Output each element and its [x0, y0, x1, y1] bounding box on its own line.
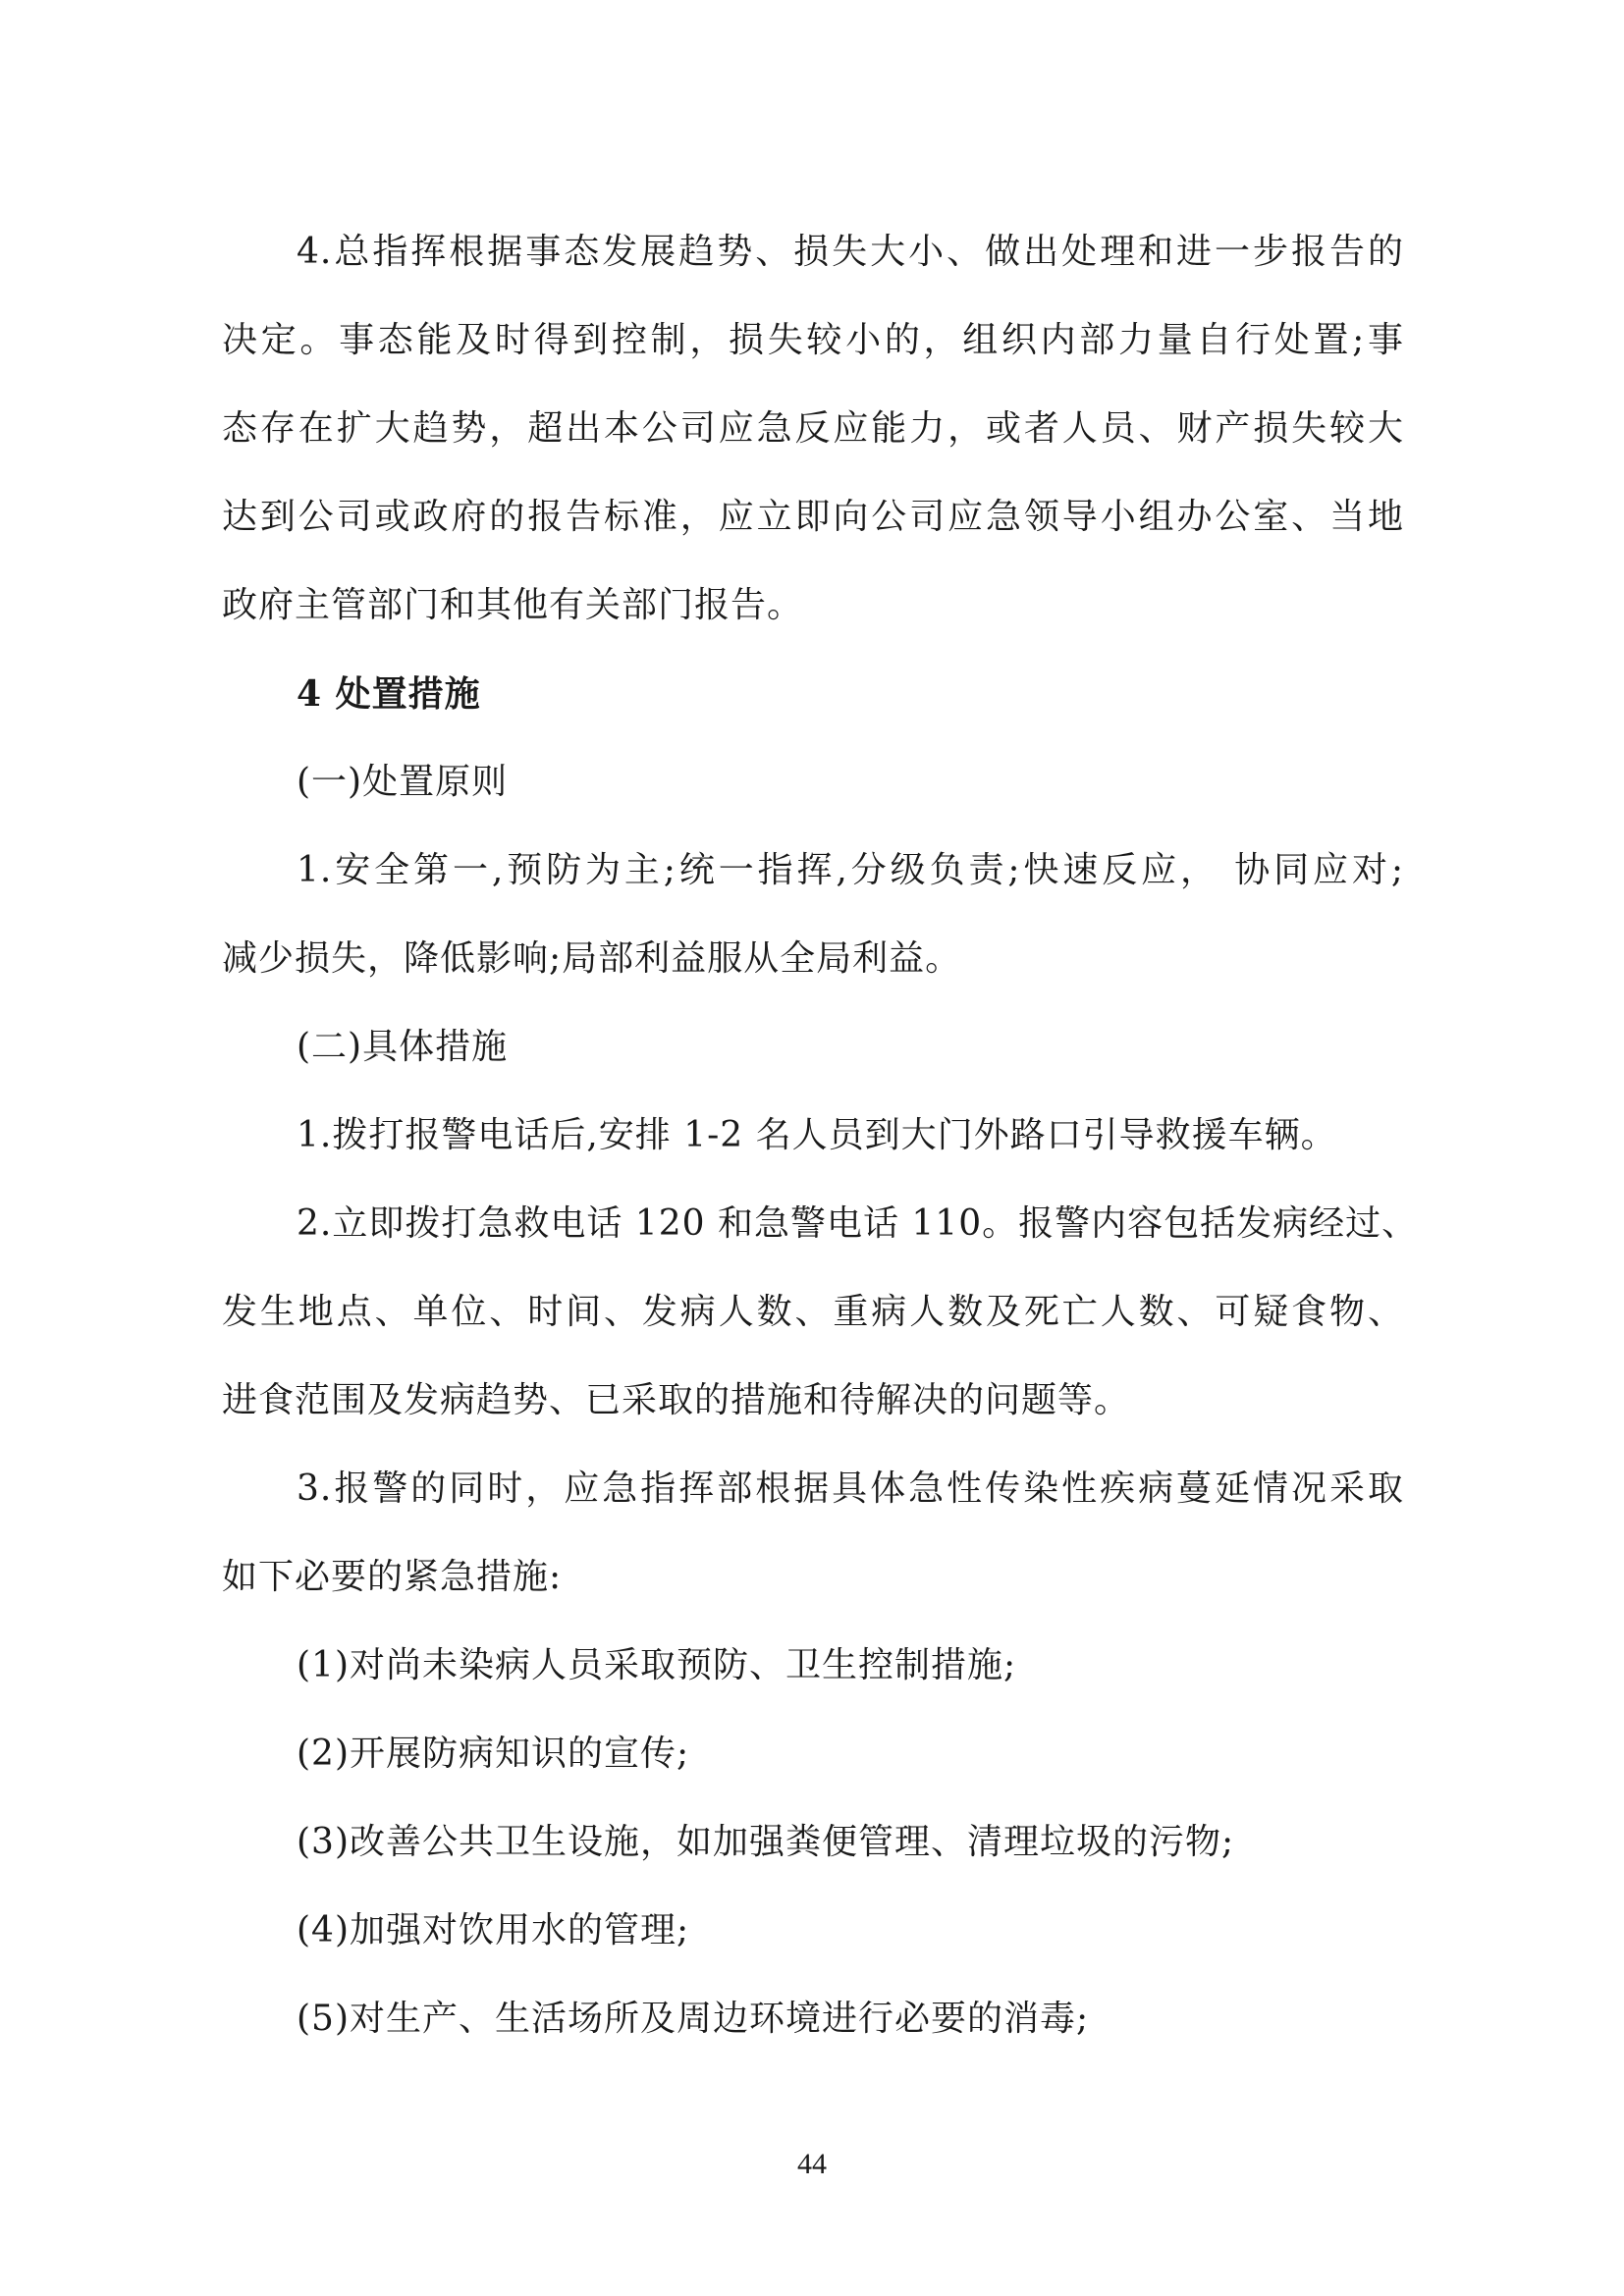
text-line: 进食范围及发病趋势、已采取的措施和待解决的问题等。	[222, 1380, 1131, 1420]
text-line: 减少损失，降低影响;局部利益服从全局利益。	[222, 938, 962, 979]
page-number: 44	[797, 2148, 827, 2180]
subheading-text: (一)处置原则	[297, 762, 509, 802]
text-line: 达到公司或政府的报告标准，应立即向公司应急领导小组办公室、当地	[222, 497, 1404, 537]
subheading-measures	[222, 1003, 1404, 1092]
section-heading	[222, 650, 1404, 738]
text-line: 如下必要的紧急措施:	[222, 1557, 563, 1597]
list-item-text: (1)对尚未染病人员采取预防、卫生控制措施;	[297, 1645, 1017, 1685]
subheading-text: (二)具体措施	[297, 1027, 509, 1067]
page-body	[222, 208, 1419, 2063]
list-item-text: (4)加强对饮用水的管理;	[297, 1910, 690, 1950]
text-line: 1.拨打报警电话后,安排 1-2 名人员到大门外路口引导救援车辆。	[297, 1115, 1337, 1155]
list-item-4	[222, 1887, 1404, 1975]
paragraph-principle-1	[222, 827, 1404, 1003]
list-item-2	[222, 1710, 1404, 1798]
paragraph-decision	[222, 208, 1404, 650]
text-line: 决定。事态能及时得到控制，损失较小的，组织内部力量自行处置;事	[222, 320, 1404, 360]
subheading-principles	[222, 738, 1404, 827]
list-item-text: (2)开展防病知识的宣传;	[297, 1734, 690, 1774]
text-line: 政府主管部门和其他有关部门报告。	[222, 585, 804, 625]
text-line: 3.报警的同时，应急指挥部根据具体急性传染性疾病蔓延情况采取	[297, 1468, 1404, 1509]
text-line: 态存在扩大趋势，超出本公司应急反应能力，或者人员、财产损失较大	[222, 408, 1404, 449]
paragraph-measure-1	[222, 1092, 1404, 1180]
heading-text: 4 处置措施	[297, 673, 481, 715]
list-item-3	[222, 1798, 1404, 1887]
text-line: 发生地点、单位、时间、发病人数、重病人数及死亡人数、可疑食物、	[222, 1292, 1404, 1332]
text-line: 4.总指挥根据事态发展趋势、损失大小、做出处理和进一步报告的	[297, 232, 1404, 272]
list-item-text: (3)改善公共卫生设施，如加强粪便管理、清理垃圾的污物;	[297, 1822, 1235, 1862]
list-item-1	[222, 1622, 1404, 1710]
list-item-5	[222, 1975, 1404, 2063]
paragraph-measure-2	[222, 1180, 1419, 1445]
text-line: 2.立即拨打急救电话 120 和急警电话 110。报警内容包括发病经过、	[297, 1203, 1419, 1244]
paragraph-measure-3	[222, 1445, 1404, 1622]
list-item-text: (5)对生产、生活场所及周边环境进行必要的消毒;	[297, 1999, 1090, 2039]
text-line: 1.安全第一,预防为主;统一指挥,分级负责;快速反应， 协同应对;	[297, 850, 1404, 890]
